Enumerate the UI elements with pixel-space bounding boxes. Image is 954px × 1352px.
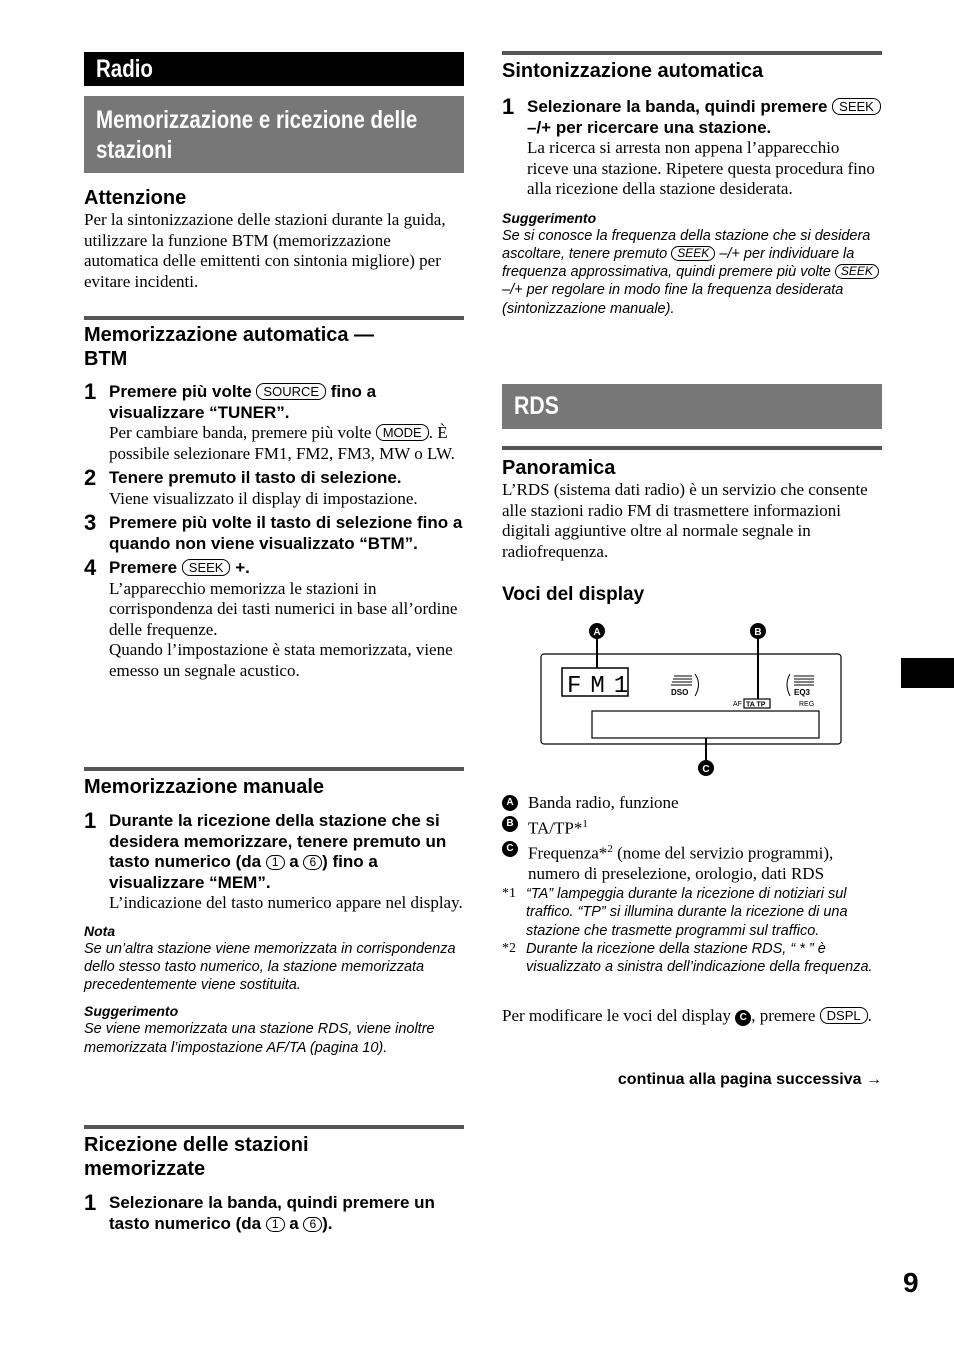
num-key-1: 1 [266, 855, 285, 870]
btm-step-4: 4 Premere SEEK +. L’apparecchio memorizza le stazioni in corrispondenza dei tasti numerici in base all’ordine delle frequenze. Quando l’impostazione è stata memorizzata, viene emesso un segnale acustico. [84, 555, 458, 680]
num-key-1: 1 [266, 1217, 285, 1232]
tatp-indicator: TA TP [746, 701, 766, 709]
legend-item-b: B TA/TP*$^1$ [502, 814, 882, 839]
source-key: SOURCE [256, 383, 326, 400]
legend-item-a: A Banda radio, funzione [502, 793, 882, 814]
btm-block [84, 323, 464, 681]
page-number: 9 [903, 1267, 919, 1298]
num-key-6: 6 [303, 855, 322, 870]
recall-heading: Ricezione delle stazioni memorizzate [84, 1134, 309, 1180]
divider [502, 51, 882, 55]
dspl-key: DSPL [820, 1007, 868, 1024]
manual-note: Nota Se un’altra stazione viene memorizzata in corrispondenza dello stesso tasto numerico, la stazione memorizzata precedentemente viene sostituita. [84, 922, 456, 994]
seek-key: SEEK [182, 559, 231, 576]
overview-text: L’RDS (sistema dati radio) è un servizio che consente alle stazioni radio FM di trasmettere informazioni digitali aggiuntive oltre al normale segnale in radiofrequenza. [502, 480, 868, 561]
reg-indicator: REG [799, 701, 815, 708]
divider [84, 1125, 464, 1129]
svg-text:DSO: DSO [671, 688, 689, 697]
section-subtitle: Memorizzazione e ricezione delle stazioni [84, 96, 464, 173]
seek-key: SEEK [832, 98, 881, 115]
footnotes [502, 885, 882, 976]
auto-step-1: 1 Selezionare la banda, quindi premere SEEK –/+ per ricercare una stazione. La ricerca si arresta non appena l’apparecchio riceve una stazione. Ripetere questa procedura fino alla ricezione della stazione desiderata. [502, 97, 882, 200]
manual-tip: Suggerimento Se viene memorizzata una stazione RDS, viene inoltre memorizzata l’impostazione AF/TA (pagina 10). [84, 1003, 435, 1056]
change-display-text: Per modificare le voci del display C , premere DSPL . [502, 1006, 872, 1025]
seek-key: SEEK [671, 246, 715, 261]
display-legend [502, 793, 882, 884]
svg-text:C: C [702, 764, 710, 775]
btm-step-3: 3 Premere più volte il tasto di selezione fino a quando non viene visualizzato “BTM”. [84, 510, 463, 553]
af-indicator: AF [733, 701, 742, 708]
btm-heading: Memorizzazione automatica — BTM [84, 324, 375, 370]
mode-key: MODE [376, 424, 429, 441]
manual-step-1: 1 Durante la ricezione della stazione che si desidera memorizzare, tenere premuto un tasto numerico (da 1 a 6 ) fino a visualizzare “MEM”. L’indicazione del tasto numerico appare nel display. [84, 808, 463, 912]
manual-block [84, 775, 464, 1057]
footnote-1: *1 “TA” lampeggia durante la ricezione di notiziari sul traffico. “TP” si illumina durante la ricezione di una stazione che trasmette programmi sul traffico. [502, 886, 848, 939]
recall-block [84, 1133, 464, 1234]
section-title-radio: Radio [84, 52, 464, 86]
overview-block [502, 456, 882, 562]
divider [84, 767, 464, 771]
manual-heading: Memorizzazione manuale [84, 776, 325, 798]
section-title-rds: RDS [502, 384, 882, 429]
auto-heading: Sintonizzazione automatica [502, 60, 764, 82]
attention-heading: Attenzione [84, 187, 187, 209]
btm-step-2: 2 Tenere premuto il tasto di selezione. Viene visualizzato il display di impostazione. [84, 465, 418, 508]
attention-text: Per la sintonizzazione delle stazioni durante la guida, utilizzare la funzione BTM (memorizzazione automatica delle emittenti con sintonia migliore) per evitare incidenti. [84, 210, 446, 291]
legend-item-c: C Frequenza*$^2$ (nome del servizio programmi), numero di preselezione, orologio, dati RDS [502, 839, 882, 885]
recall-step-1: 1 Selezionare la banda, quindi premere un tasto numerico (da 1 a 6 ). [84, 1190, 435, 1233]
continue-link: continua alla pagina successiva → [617, 1071, 882, 1088]
lcd-text: FM1 [567, 673, 638, 700]
display-heading: Voci del display [502, 584, 645, 605]
seek-key: SEEK [835, 264, 879, 279]
thumb-tab [901, 658, 954, 688]
overview-heading: Panoramica [502, 457, 616, 479]
auto-tuning-block [502, 59, 882, 318]
svg-text:A: A [593, 627, 601, 638]
svg-text:EQ3: EQ3 [794, 688, 811, 697]
divider [84, 316, 464, 320]
num-key-6: 6 [303, 1217, 322, 1232]
btm-step-1: 1 Premere più volte SOURCE fino a visualizzare “TUNER”. Per cambiare banda, premere più volte MODE . È possibile selezionare FM1, FM2, FM3, MW o LW. [84, 379, 455, 463]
main-display-area [592, 711, 819, 738]
auto-tip: Suggerimento Se si conosce la frequenza della stazione che si desidera ascoltare, tenere premuto SEEK –/+ per individuare la frequenza approssimativa, quindi premere più volte SEEK –/+ per regolare in modo fine la frequenza desiderata (sintonizzazione manuale). [502, 209, 882, 318]
attention-block [84, 186, 464, 292]
divider [502, 446, 882, 450]
svg-text:B: B [754, 627, 762, 638]
footnote-2: *2 Durante la ricezione della stazione RDS, “ * ” è visualizzato a sinistra dell’indicazione della frequenza. [502, 940, 873, 976]
display-diagram [532, 618, 882, 782]
